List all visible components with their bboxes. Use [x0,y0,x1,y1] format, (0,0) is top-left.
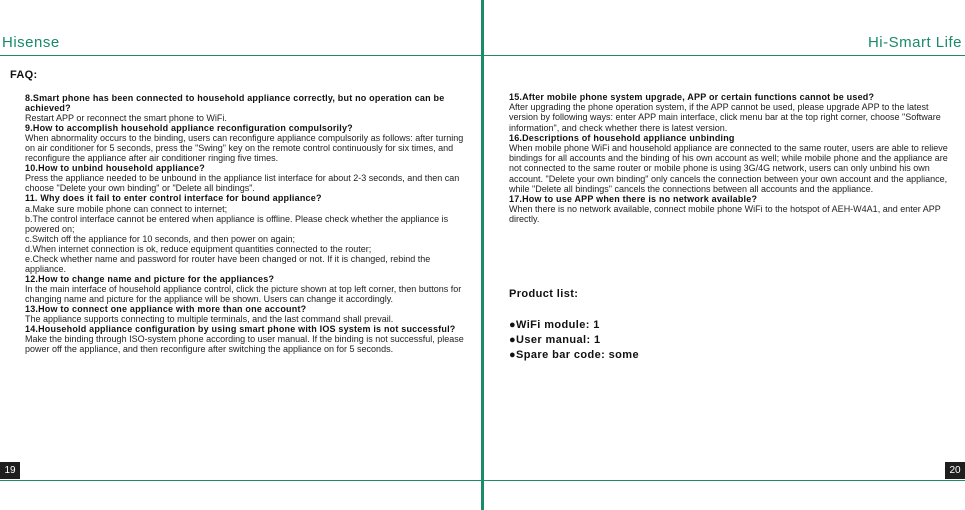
faq-item-15 [509,92,949,133]
faq-answer-line: d.When internet connection is ok, reduce equipment quantities connected to the router; [25,243,372,254]
faq-answer: When mobile phone WiFi and household appliance are connected to the same router, users are able to relieve bindings for all accounts and the binding of his own account as well; while mobile phone and the appliance are not connected to the same router or mobile phone is using 3G/4G network, users can only unbind his own account. "Delete your own binding" only cancels the connection between your own account and the appliance, while "Delete all bindings" cancels the connections between all accounts and the appliance. [509,143,948,194]
faq-question: 13.How to connect one appliance with more than one account? [25,303,307,314]
faq-question: 10.How to unbind household appliance? [25,163,205,174]
faq-question: 11. Why does it fail to enter control interface for bound appliance? [25,193,322,204]
page-spine-divider [481,0,484,510]
faq-answer: When abnormality occurs to the binding, users can reconfigure appliance compulsorily as follows: after turning on air conditioner for 5 seconds, press the "Swing" key on the remote control continuously for six times, and reconfigure the appliance after air conditioner ringing five times. [25,133,464,164]
product-list-title: Product list: [509,288,579,300]
faq-question: 12.How to change name and picture for the appliances? [25,273,275,284]
faq-question: 9.How to accomplish household appliance reconfiguration compulsorily? [25,123,353,134]
faq-question: 16.Descriptions of household appliance unbinding [509,132,735,143]
faq-column-right [509,92,949,225]
faq-item-8 [25,93,465,123]
faq-answer-line: e.Check whether name and password for router have been changed or not. If it is changed, rebind the appliance. [25,253,431,274]
page-number-right: 20 [945,462,965,479]
bottom-divider [0,480,965,481]
faq-question: 17.How to use APP when there is no network available? [509,194,758,205]
faq-item-9 [25,123,465,163]
product-list [509,288,949,363]
faq-answer: Press the appliance needed to be unbound in the appliance list interface for about 2-3 seconds, and then can choose "Delete your own binding" or "Delete all bindings". [25,173,460,194]
faq-item-16 [509,133,949,194]
faq-answer-line: b.The control interface cannot be entered when appliance is offline. Please check whether the appliance is powered on; [25,213,449,234]
faq-answer: After upgrading the phone operation system, if the APP cannot be used, please upgrade APP to the latest version by following ways: enter APP main interface, click menu bar at the top right corner, choose "Software information", and check whether there is latest version. [509,102,941,133]
faq-item-13 [25,304,465,324]
faq-answer: The appliance supports connecting to multiple terminals, and the last command shall prevail. [25,314,394,325]
faq-heading: FAQ: [10,69,38,81]
faq-item-11 [25,193,465,273]
faq-column-left [25,93,465,354]
product-item-user-manual: ●User manual: 1 [509,334,601,346]
brand-hisense: Hisense [2,34,60,51]
faq-answer-line: a.Make sure mobile phone can connect to internet; [25,203,228,214]
faq-item-17 [509,194,949,225]
faq-question: 14.Household appliance configuration by using smart phone with IOS system is not successful? [25,324,456,335]
faq-item-12 [25,274,465,304]
page-number-left: 19 [0,462,20,479]
faq-answer: Restart APP or reconnect the smart phone to WiFi. [25,113,227,124]
brand-hi-smart-life: Hi-Smart Life [867,34,962,51]
faq-answer: When there is no network available, connect mobile phone WiFi to the hotspot of AEH-W4A1, and enter APP directly. [509,204,941,225]
faq-answer: Make the binding through ISO-system phone according to user manual. If the binding is not successful, please power off the appliance, and then reconfigure after switching the appliance on for 5 seconds. [25,334,464,355]
faq-item-10 [25,163,465,193]
faq-question: 8.Smart phone has been connected to household appliance correctly, but no operation can be achieved? [25,93,445,114]
faq-item-14 [25,324,465,354]
faq-answer-line: c.Switch off the appliance for 10 seconds, and then power on again; [25,233,296,244]
product-item-spare-bar-code: ●Spare bar code: some [509,349,639,361]
faq-answer: In the main interface of household appliance control, click the picture shown at top left corner, then buttons for changing name and picture for the appliance will be shown. Users can change it accordingly. [25,283,462,304]
faq-question: 15.After mobile phone system upgrade, APP or certain functions cannot be used? [509,92,875,102]
product-item-wifi-module: ●WiFi module: 1 [509,319,600,331]
